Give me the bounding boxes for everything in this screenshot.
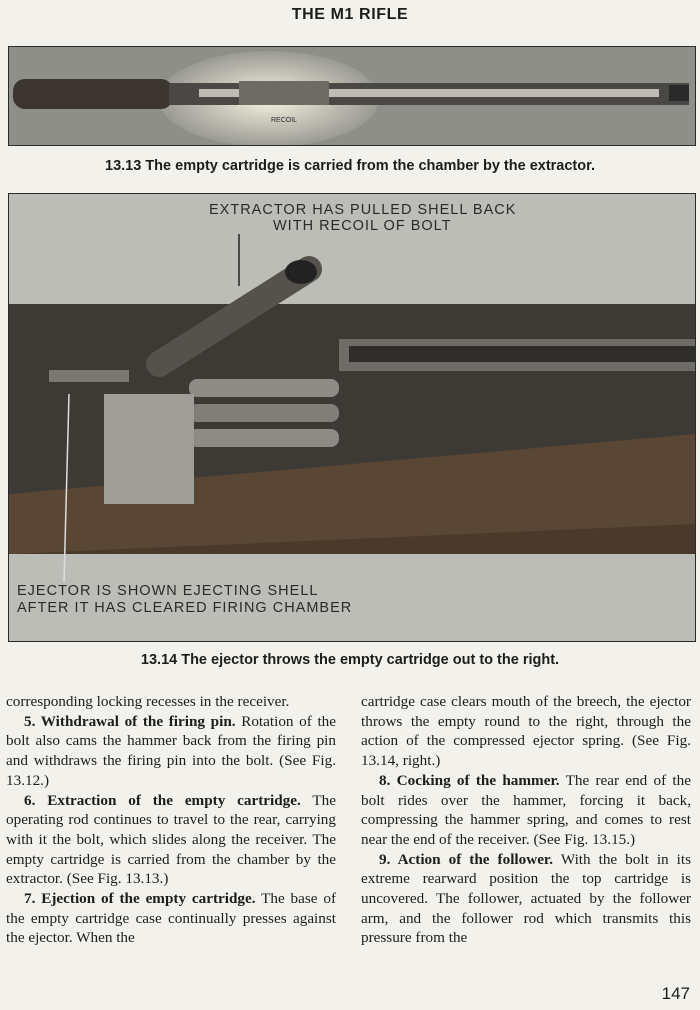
text-column-left xyxy=(6,692,336,948)
page-number: 147 xyxy=(661,984,690,1003)
paragraph: 7. Ejection of the empty cartridge. The base of the empty cartridge case continually presses against the ejector. When the xyxy=(6,890,337,947)
extractor-label-line1: EXTRACTOR HAS PULLED SHELL BACK xyxy=(209,202,517,218)
paragraph: 9. Action of the follower. With the bolt in its extreme rearward position the top cartridge is uncovered. The follower, actuated by the follower arm, and the follower rod which transmits this pressure from the xyxy=(361,850,692,947)
paragraph: cartridge case clears mouth of the breech, the ejector throws the empty round to the right, through the action of the compressed ejector spring. (See Fig. 13.14, right.) xyxy=(361,693,691,770)
paragraph: 5. Withdrawal of the firing pin. Rotation of the bolt also cams the hammer back from the firing pin and withdraws the firing pin into the bolt. (See Fig. 13.12.) xyxy=(6,712,336,789)
running-head: THE M1 RIFLE xyxy=(291,6,409,23)
paragraph: corresponding locking recesses in the receiver. xyxy=(6,693,290,710)
figure-13-14-caption: 13.14 The ejector throws the empty cartridge out to the right. xyxy=(140,652,560,668)
extractor-label-line2: WITH RECOIL OF BOLT xyxy=(273,218,452,234)
paragraph: 8. Cocking of the hammer. The rear end of the bolt rides over the hammer, forcing it back, compressing the hammer spring, and comes to rest near the end of the receiver. (See Fig. 13.15.) xyxy=(361,771,691,848)
figure-13-14 xyxy=(8,193,696,642)
section-heading: 7. Ejection of the empty cartridge. xyxy=(24,890,256,908)
text-column-right xyxy=(361,692,691,948)
paragraph: 6. Extraction of the empty cartridge. The operating rod continues to travel to the rear, carrying with it the bolt, which slides along the receiver. The empty cartridge is carried from the chamber by the extractor. (See Fig. 13.13.) xyxy=(6,791,337,888)
section-heading: 9. Action of the follower. xyxy=(379,850,554,868)
figure-13-13 xyxy=(8,46,696,146)
section-heading: 6. Extraction of the empty cartridge. xyxy=(24,791,301,809)
rifle-bolt-cutaway-illustration xyxy=(9,47,695,145)
section-heading: 8. Cocking of the hammer. xyxy=(379,771,560,789)
section-heading: 5. Withdrawal of the firing pin. xyxy=(24,712,236,730)
ejector-label-line1: EJECTOR IS SHOWN EJECTING SHELL xyxy=(17,583,319,599)
recoil-label: RECOIL xyxy=(271,117,298,124)
figure-13-13-caption: 13.13 The empty cartridge is carried from the chamber by the extractor. xyxy=(105,158,595,174)
ejector-label-line2: AFTER IT HAS CLEARED FIRING CHAMBER xyxy=(17,600,353,616)
ejector-cutaway-illustration xyxy=(9,194,695,641)
